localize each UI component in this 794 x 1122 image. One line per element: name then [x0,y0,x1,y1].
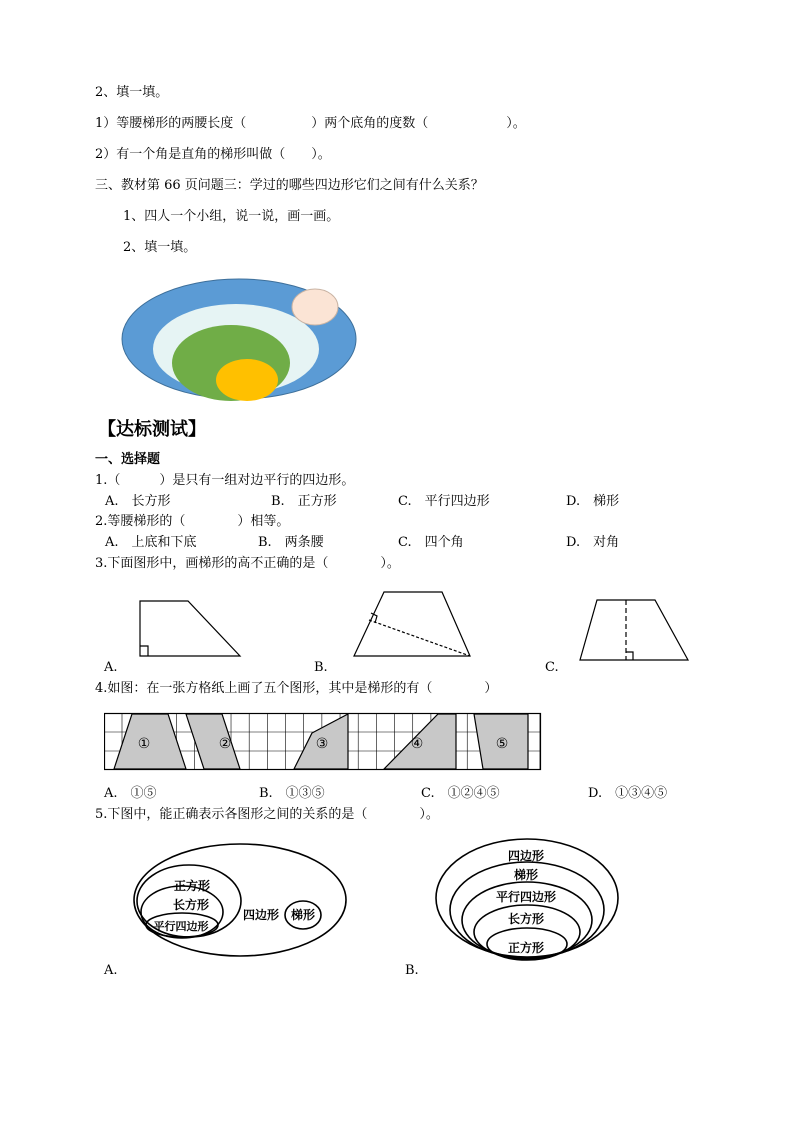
q4-option-b: B. ①③⑤ [259,786,325,801]
q2-stem: 2.等腰梯形的（ ）相等。 [95,514,290,529]
q5-diagram-a [130,838,355,960]
q5-option-b: B. [405,963,419,978]
q1-option-b: B. 正方形 [271,494,337,509]
q4-option-a: A. ①⑤ [104,786,157,801]
q2-option-a: A. 上底和下底 [105,535,197,550]
q3-trapezoid-c [580,600,688,660]
q3-trapezoid-b [354,592,470,656]
q1-option-d: D. 梯形 [566,494,620,509]
q5-stem: 5.下图中，能正确表示各图形之间的关系的是（ ）。 [95,807,439,822]
small-ellipse [292,289,338,325]
q3-stem: 3.下面图形中，画梯形的高不正确的是（ ）。 [95,556,400,571]
part3-step-2: 2、填一填。 [123,240,197,255]
inner-ellipse [216,359,278,401]
q4-option-c: C. ①②④⑤ [421,786,500,801]
q2-option-d: D. 对角 [566,535,620,550]
label-square: 正方形 [173,879,211,893]
q5-diagram-b [430,836,626,966]
label-rect-b: 长方形 [507,912,545,926]
q1-stem: 1.（ ）是只有一组对边平行的四边形。 [95,473,355,488]
shape-label-4: ④ [410,736,424,752]
part2-heading: 2、填一填。 [95,85,169,100]
q2-option-b: B. 两条腰 [258,535,324,550]
q3-trapezoid-a [140,601,240,656]
part3-heading: 三、教材第 66 页问题三：学过的哪些四边形它们之间有什么关系？ [95,178,484,193]
label-trap: 梯形 [290,908,316,922]
part3-step-1: 1、四人一个小组，说一说，画一画。 [123,209,340,224]
shape-label-3: ③ [315,736,329,752]
q4-grid-figure [104,712,542,772]
q3-option-c: C. [545,660,559,675]
label-para-b: 平行四边形 [495,890,557,904]
part2-question-2: 2）有一个角是直角的梯形叫做（ ）。 [95,147,331,162]
q4-stem: 4.如图：在一张方格纸上画了五个图形，其中是梯形的有（ ） [95,681,498,696]
test-title: 【达标测试】 [98,419,206,440]
q4-option-d: D. ①③④⑤ [588,786,668,801]
ellipse-quad [134,844,346,956]
q3-figures [130,590,710,665]
shape-label-2: ② [218,736,232,752]
q2-option-c: C. 四个角 [398,535,464,550]
part2-question-1: 1）等腰梯形的两腰长度（ ）两个底角的度数（ ）。 [95,116,526,131]
shape-label-1: ① [137,736,151,752]
shape-label-5: ⑤ [495,736,509,752]
q5-option-a: A. [104,963,118,978]
section-title: 一、选择题 [95,452,161,467]
label-rect: 长方形 [172,898,210,912]
label-trap-b: 梯形 [513,868,539,882]
label-para: 平行四边形 [153,920,209,933]
q1-option-a: A. 长方形 [105,494,171,509]
q3-option-b: B. [314,660,328,675]
label-square-b: 正方形 [507,941,545,955]
label-quad-b: 四边形 [507,849,545,863]
q3-option-a: A. [104,660,118,675]
label-quad: 四边形 [242,908,280,922]
q1-option-c: C. 平行四边形 [398,494,490,509]
nested-ellipse-diagram [118,276,362,406]
